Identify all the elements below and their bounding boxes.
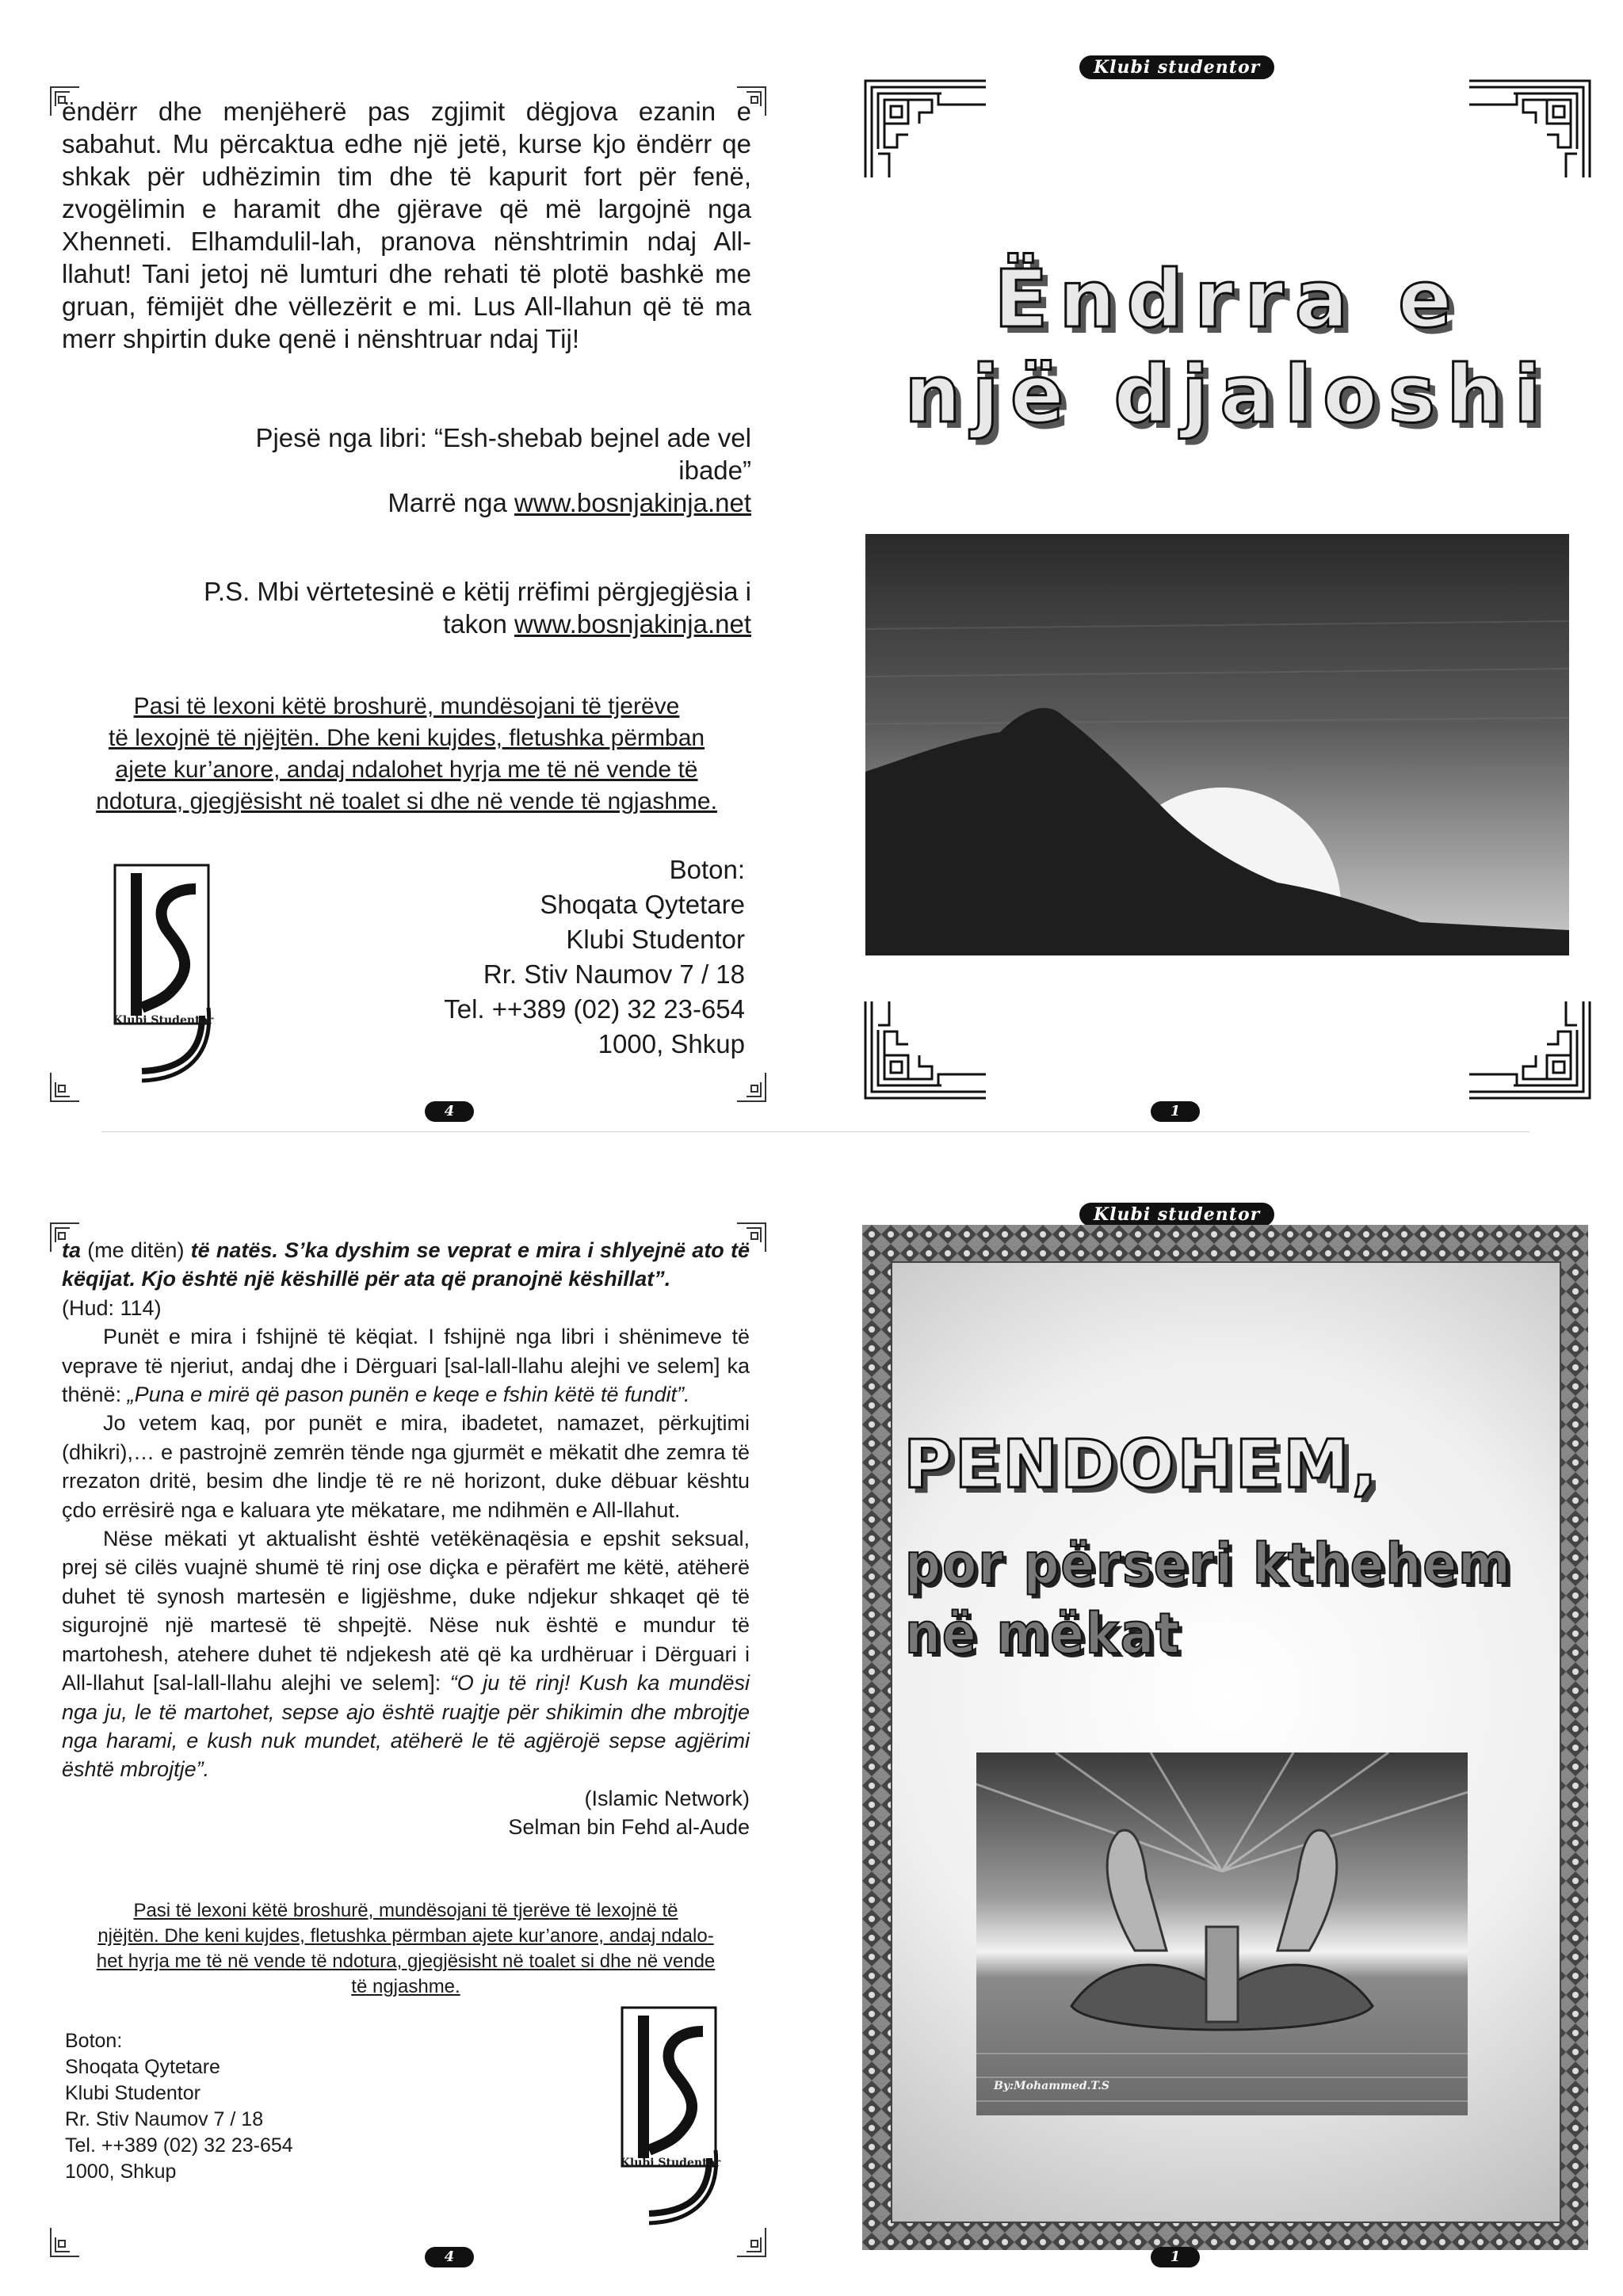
page-number: 4 (425, 2247, 474, 2267)
praying-hands-image (976, 1753, 1468, 2115)
publisher-info: Boton: Shoqata Qytetare Klubi Studentor Rr. Stiv Naumov 7 / 18 Tel. ++389 (02) 32 23-654 1000, Shkup (444, 855, 745, 1058)
page-number: 1 (1151, 2247, 1200, 2267)
klubi-studentor-logo (103, 857, 222, 1087)
corner-ornament-icon (862, 78, 989, 181)
source-citation: Pjesë nga libri: “Esh-shebab bejnel ade vel ibade” Marrë nga www.bosnjakinja.net (255, 423, 751, 517)
ps-link[interactable]: www.bosnjakinja.net (514, 609, 751, 639)
page-number: 4 (425, 1101, 474, 1122)
logo-caption: Klubi Studentor (113, 1014, 214, 1027)
image-credit: By:Mohammed.T.S (994, 2080, 1110, 2092)
corner-ornament-icon (49, 2226, 81, 2258)
handling-notice: Pasi të lexoni këtë broshurë, mundësojani të tjerëve të lexojnë të njëjtën. Dhe keni kujdes, fletushka përmban ajete kur’anore, andaj ndalohet hyrja me të në vende të ndotura, gjegjësisht në toalet si dhe në vende të ngjashme. (96, 693, 717, 814)
sunset-mountain-image (865, 534, 1569, 955)
page-title: Ëndrra e një djaloshi (904, 253, 1552, 441)
article-text: ta (me ditën) të natës. S’ka dyshim se veprat e mira i shlyejnë ato të këqijat. Kjo është një këshillë për ata që pranojnë këshillat”. (Hud: 114) Punët e mira i fshijnë të këqiat. I fshijnë nga libri i shënimeve të veprave të njeriut, andaj dhe i Dërguari [sal-lall-llahu alejhi ve selem] ka thënë: „Puna e mirë që pason punën e keqe e fshin këtë të fundit”. Jo vetem kaq, por punët e mira, ibadetet, namazet, përkujtimi (dhikri),… e pastrojnë zemrën tënde nga gjurmët e mëkatit dhe zemra të rrezaton dritë, besim dhe lindje të re në horizont, duke dëbuar kështu çdo errësirë nga e kaluara yte mëkatare, me ndihmën e All-llahut. Nëse mëkati yt aktualisht është vetëkënaqësia e epshit seksual, prej së cilës vuajnë shumë të rinj ose diçka e përafërt me këtë, atëherë duhet të synosh martesën e ligjëshme, duke ndjekur shkaqet që të sigurojnë një martesë të shpejtë. Nëse nuk është e mundur të martohesh, atehere duhet të ndjekesh atë që ka urdhëruar i Dërguari i All-llahut [sal-lall-llahu alejhi ve selem]: “O ju të rinj! Kush ka mundësi nga ju, le të martohet, sepse ajo është ruajtje për shikimin dhe mbrojtje nga harami, e kush nuk mundet, atëherë le të agjërojë sepse agjërimi është mbrojtje”. (Islamic Network) Selman bin Fehd al-Aude (62, 1238, 750, 1840)
source-link[interactable]: www.bosnjakinja.net (514, 488, 751, 517)
klubi-studentor-tag: Klubi studentor (1079, 1203, 1274, 1226)
ps-note: P.S. Mbi vërtetesinë e këtij rrëfimi përgjegjësia i takon www.bosnjakinja.net (204, 577, 751, 639)
corner-ornament-icon (1466, 998, 1593, 1101)
fold-divider (101, 1131, 1529, 1132)
page-title: PENDOHEM, (903, 1425, 1380, 1503)
klubi-studentor-tag: Klubi studentor (1079, 55, 1274, 79)
logo-caption: Klubi Studentor (620, 2157, 721, 2169)
handling-notice: Pasi të lexoni këtë broshurë, mundësojani të tjerëve të lexojnë të njëjtën. Dhe keni kujdes, fletushka përmban ajete kur’anore, andaj ndalo- het hyrja me të në vende të ndotura, gjegjësisht në toalet si dhe në vende të ngjashme. (96, 1900, 716, 1997)
corner-ornament-icon (735, 1071, 767, 1103)
story-paragraph: ëndërr dhe menjëherë pas zgjimit dëgjova ezanin e sabahut. Mu përcaktua edhe një jetë, kurse kjo ëndërr qe shkak për udhëzimin tim dhe të kapurit fort për fenë, zvogëlimin e haramit dhe gjërave që më largojnë nga Xhenneti. Elhamdulil-lah, pranova nënshtrimin ndaj All-llahut! Tani jetoj në lumturi dhe rehati të plotë bashkë me gruan, fëmijët dhe vëllezërit e mi. Lus All-llahun që të ma merr shpirtin duke qenë i nënshtruar ndaj Tij! (62, 97, 751, 353)
page-subtitle: por përseri kthehem në mëkat (905, 1531, 1512, 1666)
corner-ornament-icon (862, 998, 989, 1101)
page-number: 1 (1151, 1101, 1200, 1122)
corner-ornament-icon (1466, 78, 1593, 181)
corner-ornament-icon (49, 1071, 81, 1103)
publisher-info: Boton: Shoqata Qytetare Klubi Studentor Rr. Stiv Naumov 7 / 18 Tel. ++389 (02) 32 23-654 1000, Shkup (65, 2030, 293, 2183)
klubi-studentor-logo (610, 2000, 729, 2229)
corner-ornament-icon (735, 2226, 767, 2258)
